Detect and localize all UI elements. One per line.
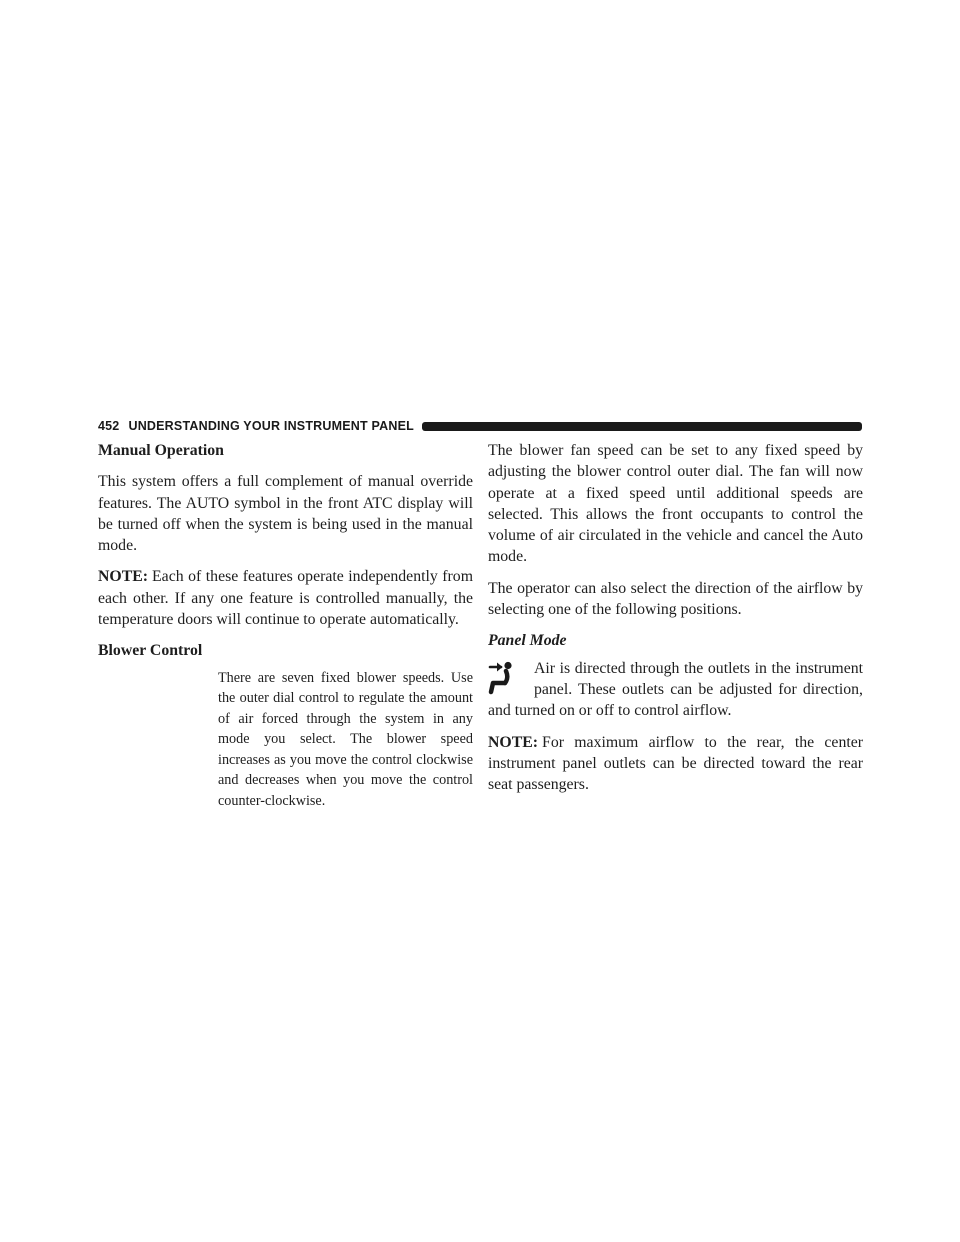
note-text: Each of these features operate independently from each other. If any one feature is controlled manually, the temperature doors will continue to operate automatically.	[98, 568, 473, 629]
panel-mode-block	[488, 658, 863, 722]
page-header	[98, 418, 862, 434]
note-label: NOTE:	[98, 568, 149, 586]
left-column	[98, 440, 473, 811]
note-paragraph	[98, 566, 473, 630]
panel-mode-heading: Panel Mode	[488, 632, 567, 650]
page-number: 452	[98, 419, 120, 433]
blower-control-paragraph: There are seven fixed blower speeds. Use the outer dial control to regulate the amount of air forced through the system in any mode you select. The blower speed increases as you move the control clockwise and decreases when you move the control counter-clockwise.	[218, 669, 473, 809]
note-label: NOTE:	[488, 733, 539, 751]
header-rule	[422, 422, 862, 431]
section-title: UNDERSTANDING YOUR INSTRUMENT PANEL	[128, 419, 414, 433]
airflow-direction-paragraph: The operator can also select the direction of the airflow by selecting one of the following positions.	[488, 579, 863, 619]
blower-figure-area	[98, 668, 218, 812]
blower-control-block	[98, 668, 473, 812]
panel-mode-icon	[488, 661, 520, 695]
panel-mode-paragraph: Air is directed through the outlets in the instrument panel. These outlets can be adjusted for direction, and turned on or off to control airflow.	[488, 659, 863, 720]
note-text: For maximum airflow to the rear, the center instrument panel outlets can be directed toward the rear seat passengers.	[488, 733, 863, 794]
fan-speed-paragraph: The blower fan speed can be set to any fixed speed by adjusting the blower control outer dial. The fan will now operate at a fixed speed until additional speeds are selected. This allows the front occupants to control the volume of air circulated in the vehicle and cancel the Auto mode.	[488, 442, 863, 566]
blower-control-heading: Blower Control	[98, 642, 203, 660]
manual-intro-paragraph: This system offers a full complement of manual override features. The AUTO symbol in the front ATC display will be turned off when the system is being used in the manual mode.	[98, 473, 473, 555]
right-column	[488, 440, 863, 795]
rear-airflow-note-paragraph	[488, 732, 863, 796]
manual-operation-heading: Manual Operation	[98, 442, 224, 459]
